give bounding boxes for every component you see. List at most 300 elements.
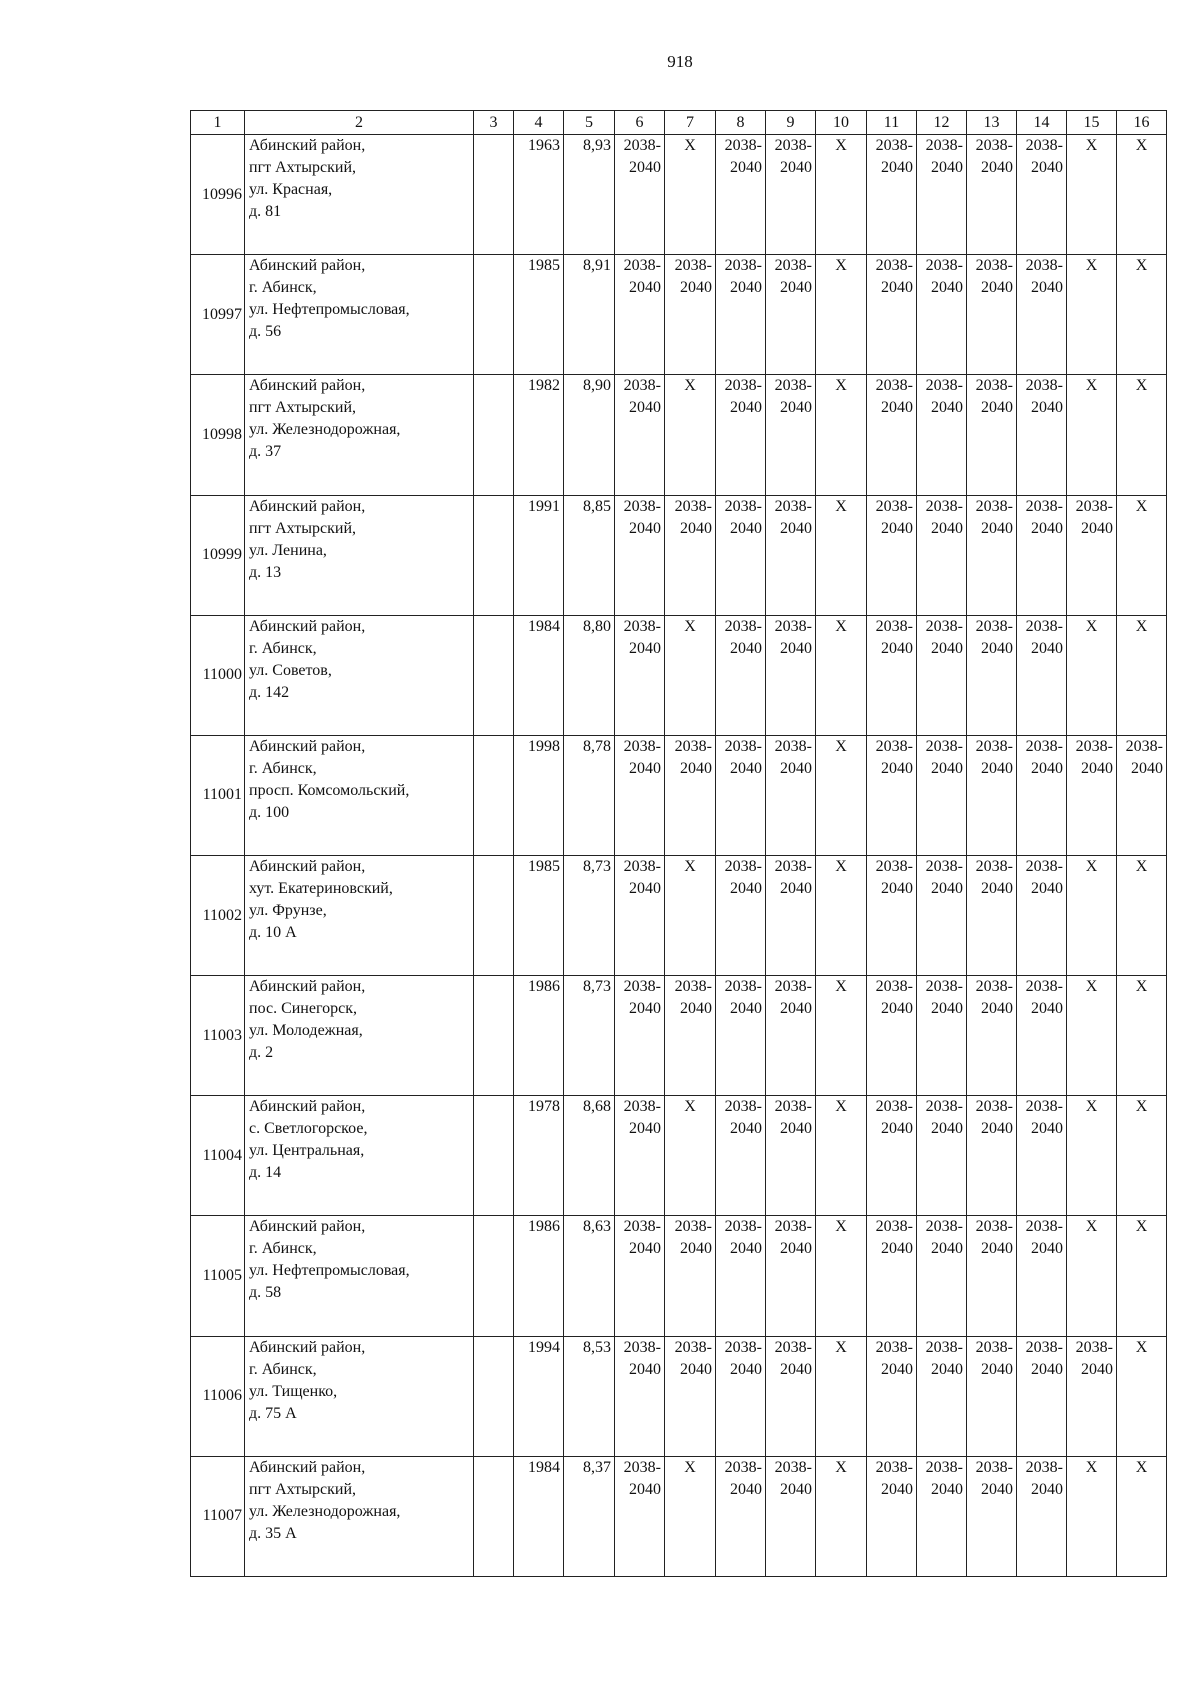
period-line: 2038- xyxy=(975,617,1013,635)
address-line: г. Абинск, xyxy=(249,1240,317,1258)
address-line: д. 75 А xyxy=(249,1404,297,1422)
not-applicable-cell xyxy=(1067,375,1117,495)
period-line: 2040 xyxy=(881,279,913,297)
x-mark: Х xyxy=(684,1458,696,1476)
period-cell xyxy=(615,135,665,255)
period-cell xyxy=(967,1336,1017,1456)
period-line: 2040 xyxy=(981,1360,1013,1378)
address-line: хут. Екатериновский, xyxy=(249,879,393,897)
address-line: Абинский район, xyxy=(249,737,366,755)
area-cell: 8,63 xyxy=(564,1216,615,1336)
period-line: 2038- xyxy=(774,978,812,996)
row-number: 10999 xyxy=(191,495,245,615)
period-line: 2040 xyxy=(931,399,963,417)
period-line: 2040 xyxy=(981,1480,1013,1498)
period-line: 2040 xyxy=(981,399,1013,417)
table-row xyxy=(191,375,1167,495)
address-cell xyxy=(245,1096,474,1216)
address-line: д. 10 А xyxy=(249,923,297,941)
address-line: просп. Комсомольский, xyxy=(249,781,410,799)
period-line: 2038- xyxy=(875,617,913,635)
period-line: 2038- xyxy=(674,1218,712,1236)
period-line: 2040 xyxy=(629,879,661,897)
period-cell xyxy=(917,1096,967,1216)
period-line: 2040 xyxy=(1081,519,1113,537)
address-line: Абинский район, xyxy=(249,497,366,515)
period-line: 2038- xyxy=(925,1338,963,1356)
not-applicable-cell xyxy=(816,375,867,495)
period-line: 2038- xyxy=(774,1338,812,1356)
address-cell xyxy=(245,1216,474,1336)
housing-register-table xyxy=(190,110,1167,1577)
column-3-cell xyxy=(474,976,514,1096)
period-line: 2038- xyxy=(774,497,812,515)
x-mark: Х xyxy=(1135,617,1148,635)
period-cell xyxy=(867,135,917,255)
period-line: 2038- xyxy=(774,1218,812,1236)
not-applicable-cell xyxy=(665,855,716,975)
period-line: 2040 xyxy=(680,519,712,537)
period-cell xyxy=(1017,135,1067,255)
period-line: 2040 xyxy=(730,1000,762,1018)
period-line: 2040 xyxy=(881,879,913,897)
address-line: ул. Молодежная, xyxy=(249,1022,363,1040)
period-cell xyxy=(716,135,766,255)
period-line: 2038- xyxy=(875,1098,913,1116)
address-line: ул. Железнодорожная, xyxy=(249,1502,401,1520)
year-cell: 1984 xyxy=(514,615,564,735)
year-cell: 1986 xyxy=(514,1216,564,1336)
period-line: 2040 xyxy=(1081,759,1113,777)
x-mark: Х xyxy=(1135,978,1148,996)
period-line: 2040 xyxy=(881,1240,913,1258)
address-cell xyxy=(245,1456,474,1576)
area-cell: 8,53 xyxy=(564,1336,615,1456)
period-line: 2040 xyxy=(780,1360,812,1378)
not-applicable-cell xyxy=(1117,375,1167,495)
x-mark: Х xyxy=(1085,1098,1098,1116)
period-line: 2038- xyxy=(925,1098,963,1116)
period-line: 2038- xyxy=(774,257,812,275)
period-line: 2040 xyxy=(931,639,963,657)
period-line: 2040 xyxy=(981,879,1013,897)
not-applicable-cell xyxy=(816,1216,867,1336)
column-3-cell xyxy=(474,855,514,975)
address-line: д. 2 xyxy=(249,1044,274,1062)
table-row xyxy=(191,1096,1167,1216)
address-line: пгт Ахтырский, xyxy=(249,519,357,537)
address-line: ул. Советов, xyxy=(249,661,332,679)
period-cell xyxy=(716,1096,766,1216)
address-line: пос. Синегорск, xyxy=(249,1000,357,1018)
year-cell: 1998 xyxy=(514,735,564,855)
address-cell xyxy=(245,976,474,1096)
period-line: 2038- xyxy=(1025,257,1063,275)
not-applicable-cell xyxy=(1067,615,1117,735)
year-cell: 1991 xyxy=(514,495,564,615)
period-cell xyxy=(917,495,967,615)
period-line: 2038- xyxy=(975,1338,1013,1356)
column-number: 13 xyxy=(967,111,1017,135)
x-mark: Х xyxy=(835,978,847,996)
period-cell xyxy=(867,1456,917,1576)
address-cell xyxy=(245,1336,474,1456)
x-mark: Х xyxy=(684,137,696,155)
period-line: 2038- xyxy=(875,377,913,395)
period-line: 2040 xyxy=(931,519,963,537)
period-cell xyxy=(615,976,665,1096)
period-cell xyxy=(1017,735,1067,855)
period-line: 2038- xyxy=(623,1458,661,1476)
period-line: 2038- xyxy=(1075,497,1113,515)
address-line: д. 100 xyxy=(249,803,290,821)
period-line: 2040 xyxy=(780,399,812,417)
area-cell: 8,73 xyxy=(564,976,615,1096)
area-cell: 8,85 xyxy=(564,495,615,615)
area-cell: 8,68 xyxy=(564,1096,615,1216)
row-number: 11000 xyxy=(191,615,245,735)
period-line: 2040 xyxy=(629,1000,661,1018)
address-line: Абинский район, xyxy=(249,257,366,275)
not-applicable-cell xyxy=(1117,615,1167,735)
year-cell: 1985 xyxy=(514,855,564,975)
area-cell: 8,93 xyxy=(564,135,615,255)
address-line: ул. Нефтепромысловая, xyxy=(249,1262,410,1280)
table-row xyxy=(191,735,1167,855)
x-mark: Х xyxy=(684,1098,696,1116)
year-cell: 1986 xyxy=(514,976,564,1096)
x-mark: Х xyxy=(1085,617,1098,635)
period-cell xyxy=(665,976,716,1096)
period-line: 2038- xyxy=(925,737,963,755)
period-cell xyxy=(867,855,917,975)
table-row xyxy=(191,855,1167,975)
address-cell xyxy=(245,855,474,975)
period-cell xyxy=(867,1216,917,1336)
period-cell xyxy=(967,855,1017,975)
column-number: 12 xyxy=(917,111,967,135)
period-line: 2040 xyxy=(780,879,812,897)
address-line: ул. Фрунзе, xyxy=(249,901,327,919)
column-number: 8 xyxy=(716,111,766,135)
not-applicable-cell xyxy=(816,1336,867,1456)
period-line: 2038- xyxy=(724,1338,762,1356)
x-mark: Х xyxy=(835,497,847,515)
period-line: 2040 xyxy=(780,519,812,537)
period-line: 2040 xyxy=(1031,1000,1063,1018)
row-number: 11001 xyxy=(191,735,245,855)
period-cell xyxy=(716,1456,766,1576)
period-line: 2040 xyxy=(730,1480,762,1498)
period-cell xyxy=(867,255,917,375)
period-cell xyxy=(1017,1216,1067,1336)
period-cell xyxy=(1017,976,1067,1096)
period-line: 2038- xyxy=(975,857,1013,875)
period-line: 2038- xyxy=(1025,377,1063,395)
period-line: 2040 xyxy=(1031,879,1063,897)
period-cell xyxy=(665,735,716,855)
period-line: 2040 xyxy=(1031,639,1063,657)
period-line: 2040 xyxy=(1031,1240,1063,1258)
period-line: 2038- xyxy=(674,257,712,275)
period-line: 2038- xyxy=(674,978,712,996)
address-line: Абинский район, xyxy=(249,1458,366,1476)
period-line: 2038- xyxy=(724,737,762,755)
period-line: 2040 xyxy=(629,759,661,777)
period-cell xyxy=(766,375,816,495)
period-cell xyxy=(615,1336,665,1456)
period-line: 2040 xyxy=(780,279,812,297)
not-applicable-cell xyxy=(1067,976,1117,1096)
period-line: 2038- xyxy=(975,137,1013,155)
not-applicable-cell xyxy=(816,976,867,1096)
period-line: 2038- xyxy=(1075,737,1113,755)
area-cell: 8,90 xyxy=(564,375,615,495)
period-line: 2040 xyxy=(730,759,762,777)
year-cell: 1984 xyxy=(514,1456,564,1576)
period-line: 2040 xyxy=(1031,1120,1063,1138)
period-line: 2038- xyxy=(724,257,762,275)
period-cell xyxy=(766,135,816,255)
period-line: 2038- xyxy=(875,497,913,515)
period-line: 2040 xyxy=(629,1240,661,1258)
column-3-cell xyxy=(474,615,514,735)
period-line: 2040 xyxy=(680,1000,712,1018)
period-line: 2040 xyxy=(680,1360,712,1378)
period-line: 2038- xyxy=(623,617,661,635)
period-cell xyxy=(1017,1336,1067,1456)
address-line: Абинский район, xyxy=(249,978,366,996)
period-line: 2038- xyxy=(925,1458,963,1476)
period-line: 2040 xyxy=(1031,279,1063,297)
not-applicable-cell xyxy=(816,615,867,735)
row-number: 10998 xyxy=(191,375,245,495)
x-mark: Х xyxy=(835,617,847,635)
address-line: Абинский район, xyxy=(249,617,366,635)
period-line: 2038- xyxy=(724,377,762,395)
x-mark: Х xyxy=(835,1218,847,1236)
period-line: 2040 xyxy=(931,159,963,177)
period-cell xyxy=(615,495,665,615)
column-number: 4 xyxy=(514,111,564,135)
period-cell xyxy=(967,1096,1017,1216)
x-mark: Х xyxy=(835,137,847,155)
period-line: 2040 xyxy=(730,639,762,657)
period-line: 2038- xyxy=(975,497,1013,515)
x-mark: Х xyxy=(1085,137,1098,155)
year-cell: 1982 xyxy=(514,375,564,495)
not-applicable-cell xyxy=(816,135,867,255)
period-cell xyxy=(967,255,1017,375)
column-3-cell xyxy=(474,495,514,615)
period-cell xyxy=(917,615,967,735)
period-line: 2038- xyxy=(875,1458,913,1476)
period-cell xyxy=(665,495,716,615)
period-line: 2038- xyxy=(875,1338,913,1356)
table-row xyxy=(191,1216,1167,1336)
period-line: 2038- xyxy=(724,617,762,635)
period-line: 2040 xyxy=(780,1000,812,1018)
period-line: 2040 xyxy=(780,1240,812,1258)
period-line: 2040 xyxy=(881,1120,913,1138)
not-applicable-cell xyxy=(1117,255,1167,375)
area-cell: 8,73 xyxy=(564,855,615,975)
period-line: 2040 xyxy=(629,1120,661,1138)
period-line: 2038- xyxy=(623,1218,661,1236)
period-line: 2040 xyxy=(1031,159,1063,177)
address-line: ул. Нефтепромысловая, xyxy=(249,301,410,319)
period-cell xyxy=(716,255,766,375)
x-mark: Х xyxy=(684,617,696,635)
period-line: 2038- xyxy=(925,1218,963,1236)
not-applicable-cell xyxy=(1067,255,1117,375)
period-line: 2040 xyxy=(629,519,661,537)
column-number: 1 xyxy=(191,111,245,135)
not-applicable-cell xyxy=(1067,855,1117,975)
period-cell xyxy=(665,255,716,375)
column-number: 5 xyxy=(564,111,615,135)
period-line: 2040 xyxy=(730,879,762,897)
table-row xyxy=(191,255,1167,375)
period-cell xyxy=(766,1456,816,1576)
period-line: 2038- xyxy=(1125,737,1163,755)
address-line: Абинский район, xyxy=(249,137,366,155)
period-cell xyxy=(967,615,1017,735)
period-cell xyxy=(1017,255,1067,375)
period-cell xyxy=(615,375,665,495)
period-cell xyxy=(615,735,665,855)
address-line: ул. Тищенко, xyxy=(249,1382,338,1400)
period-line: 2040 xyxy=(680,279,712,297)
period-cell xyxy=(615,1216,665,1336)
period-line: 2038- xyxy=(623,1338,661,1356)
not-applicable-cell xyxy=(1117,1336,1167,1456)
period-line: 2040 xyxy=(1131,759,1163,777)
address-cell xyxy=(245,375,474,495)
period-line: 2040 xyxy=(629,639,661,657)
period-line: 2038- xyxy=(623,857,661,875)
column-3-cell xyxy=(474,1216,514,1336)
address-line: г. Абинск, xyxy=(249,639,317,657)
x-mark: Х xyxy=(1135,857,1148,875)
not-applicable-cell xyxy=(816,1096,867,1216)
period-cell xyxy=(716,976,766,1096)
period-line: 2038- xyxy=(925,857,963,875)
period-cell xyxy=(917,855,967,975)
period-line: 2040 xyxy=(981,279,1013,297)
period-line: 2038- xyxy=(925,497,963,515)
row-number: 11007 xyxy=(191,1456,245,1576)
period-line: 2040 xyxy=(780,759,812,777)
row-number: 10996 xyxy=(191,135,245,255)
period-line: 2038- xyxy=(975,257,1013,275)
period-line: 2038- xyxy=(1025,1218,1063,1236)
column-number-row xyxy=(191,111,1167,135)
period-cell xyxy=(716,855,766,975)
period-cell xyxy=(967,375,1017,495)
period-line: 2040 xyxy=(629,159,661,177)
column-number: 7 xyxy=(665,111,716,135)
period-line: 2040 xyxy=(931,759,963,777)
not-applicable-cell xyxy=(1117,976,1167,1096)
column-3-cell xyxy=(474,1336,514,1456)
table-row xyxy=(191,495,1167,615)
not-applicable-cell xyxy=(1117,855,1167,975)
period-line: 2038- xyxy=(774,617,812,635)
period-line: 2038- xyxy=(925,137,963,155)
period-line: 2040 xyxy=(881,399,913,417)
period-cell xyxy=(917,1456,967,1576)
x-mark: Х xyxy=(835,857,847,875)
not-applicable-cell xyxy=(816,255,867,375)
x-mark: Х xyxy=(835,1458,847,1476)
table-row xyxy=(191,976,1167,1096)
period-cell xyxy=(615,1096,665,1216)
period-line: 2040 xyxy=(981,159,1013,177)
not-applicable-cell xyxy=(1067,1456,1117,1576)
address-line: д. 142 xyxy=(249,683,290,701)
period-line: 2038- xyxy=(623,497,661,515)
period-cell xyxy=(967,1216,1017,1336)
not-applicable-cell xyxy=(1067,135,1117,255)
not-applicable-cell xyxy=(1067,1096,1117,1216)
period-line: 2038- xyxy=(774,737,812,755)
period-line: 2038- xyxy=(724,1218,762,1236)
address-line: пгт Ахтырский, xyxy=(249,1480,357,1498)
row-number: 11005 xyxy=(191,1216,245,1336)
period-line: 2038- xyxy=(1025,857,1063,875)
period-line: 2040 xyxy=(881,1000,913,1018)
period-cell xyxy=(1067,495,1117,615)
period-line: 2038- xyxy=(724,978,762,996)
period-line: 2040 xyxy=(881,1480,913,1498)
address-cell xyxy=(245,135,474,255)
period-line: 2038- xyxy=(623,137,661,155)
table-body xyxy=(191,111,1167,1577)
period-cell xyxy=(917,135,967,255)
period-line: 2040 xyxy=(931,279,963,297)
not-applicable-cell xyxy=(665,615,716,735)
row-number: 11004 xyxy=(191,1096,245,1216)
period-cell xyxy=(867,735,917,855)
period-line: 2038- xyxy=(724,1458,762,1476)
period-line: 2038- xyxy=(975,978,1013,996)
column-3-cell xyxy=(474,735,514,855)
period-cell xyxy=(766,255,816,375)
x-mark: Х xyxy=(684,377,696,395)
period-cell xyxy=(917,255,967,375)
year-cell: 1978 xyxy=(514,1096,564,1216)
period-line: 2038- xyxy=(724,857,762,875)
not-applicable-cell xyxy=(1117,1096,1167,1216)
column-number: 2 xyxy=(245,111,474,135)
period-line: 2038- xyxy=(925,617,963,635)
period-cell xyxy=(766,1336,816,1456)
period-cell xyxy=(917,976,967,1096)
period-cell xyxy=(1017,1096,1067,1216)
x-mark: Х xyxy=(1135,377,1148,395)
period-cell xyxy=(615,855,665,975)
column-3-cell xyxy=(474,255,514,375)
period-line: 2038- xyxy=(925,377,963,395)
period-line: 2040 xyxy=(730,399,762,417)
column-3-cell xyxy=(474,135,514,255)
period-cell xyxy=(716,1216,766,1336)
address-line: ул. Красная, xyxy=(249,181,333,199)
period-line: 2040 xyxy=(780,1120,812,1138)
period-line: 2040 xyxy=(629,279,661,297)
period-cell xyxy=(917,1216,967,1336)
